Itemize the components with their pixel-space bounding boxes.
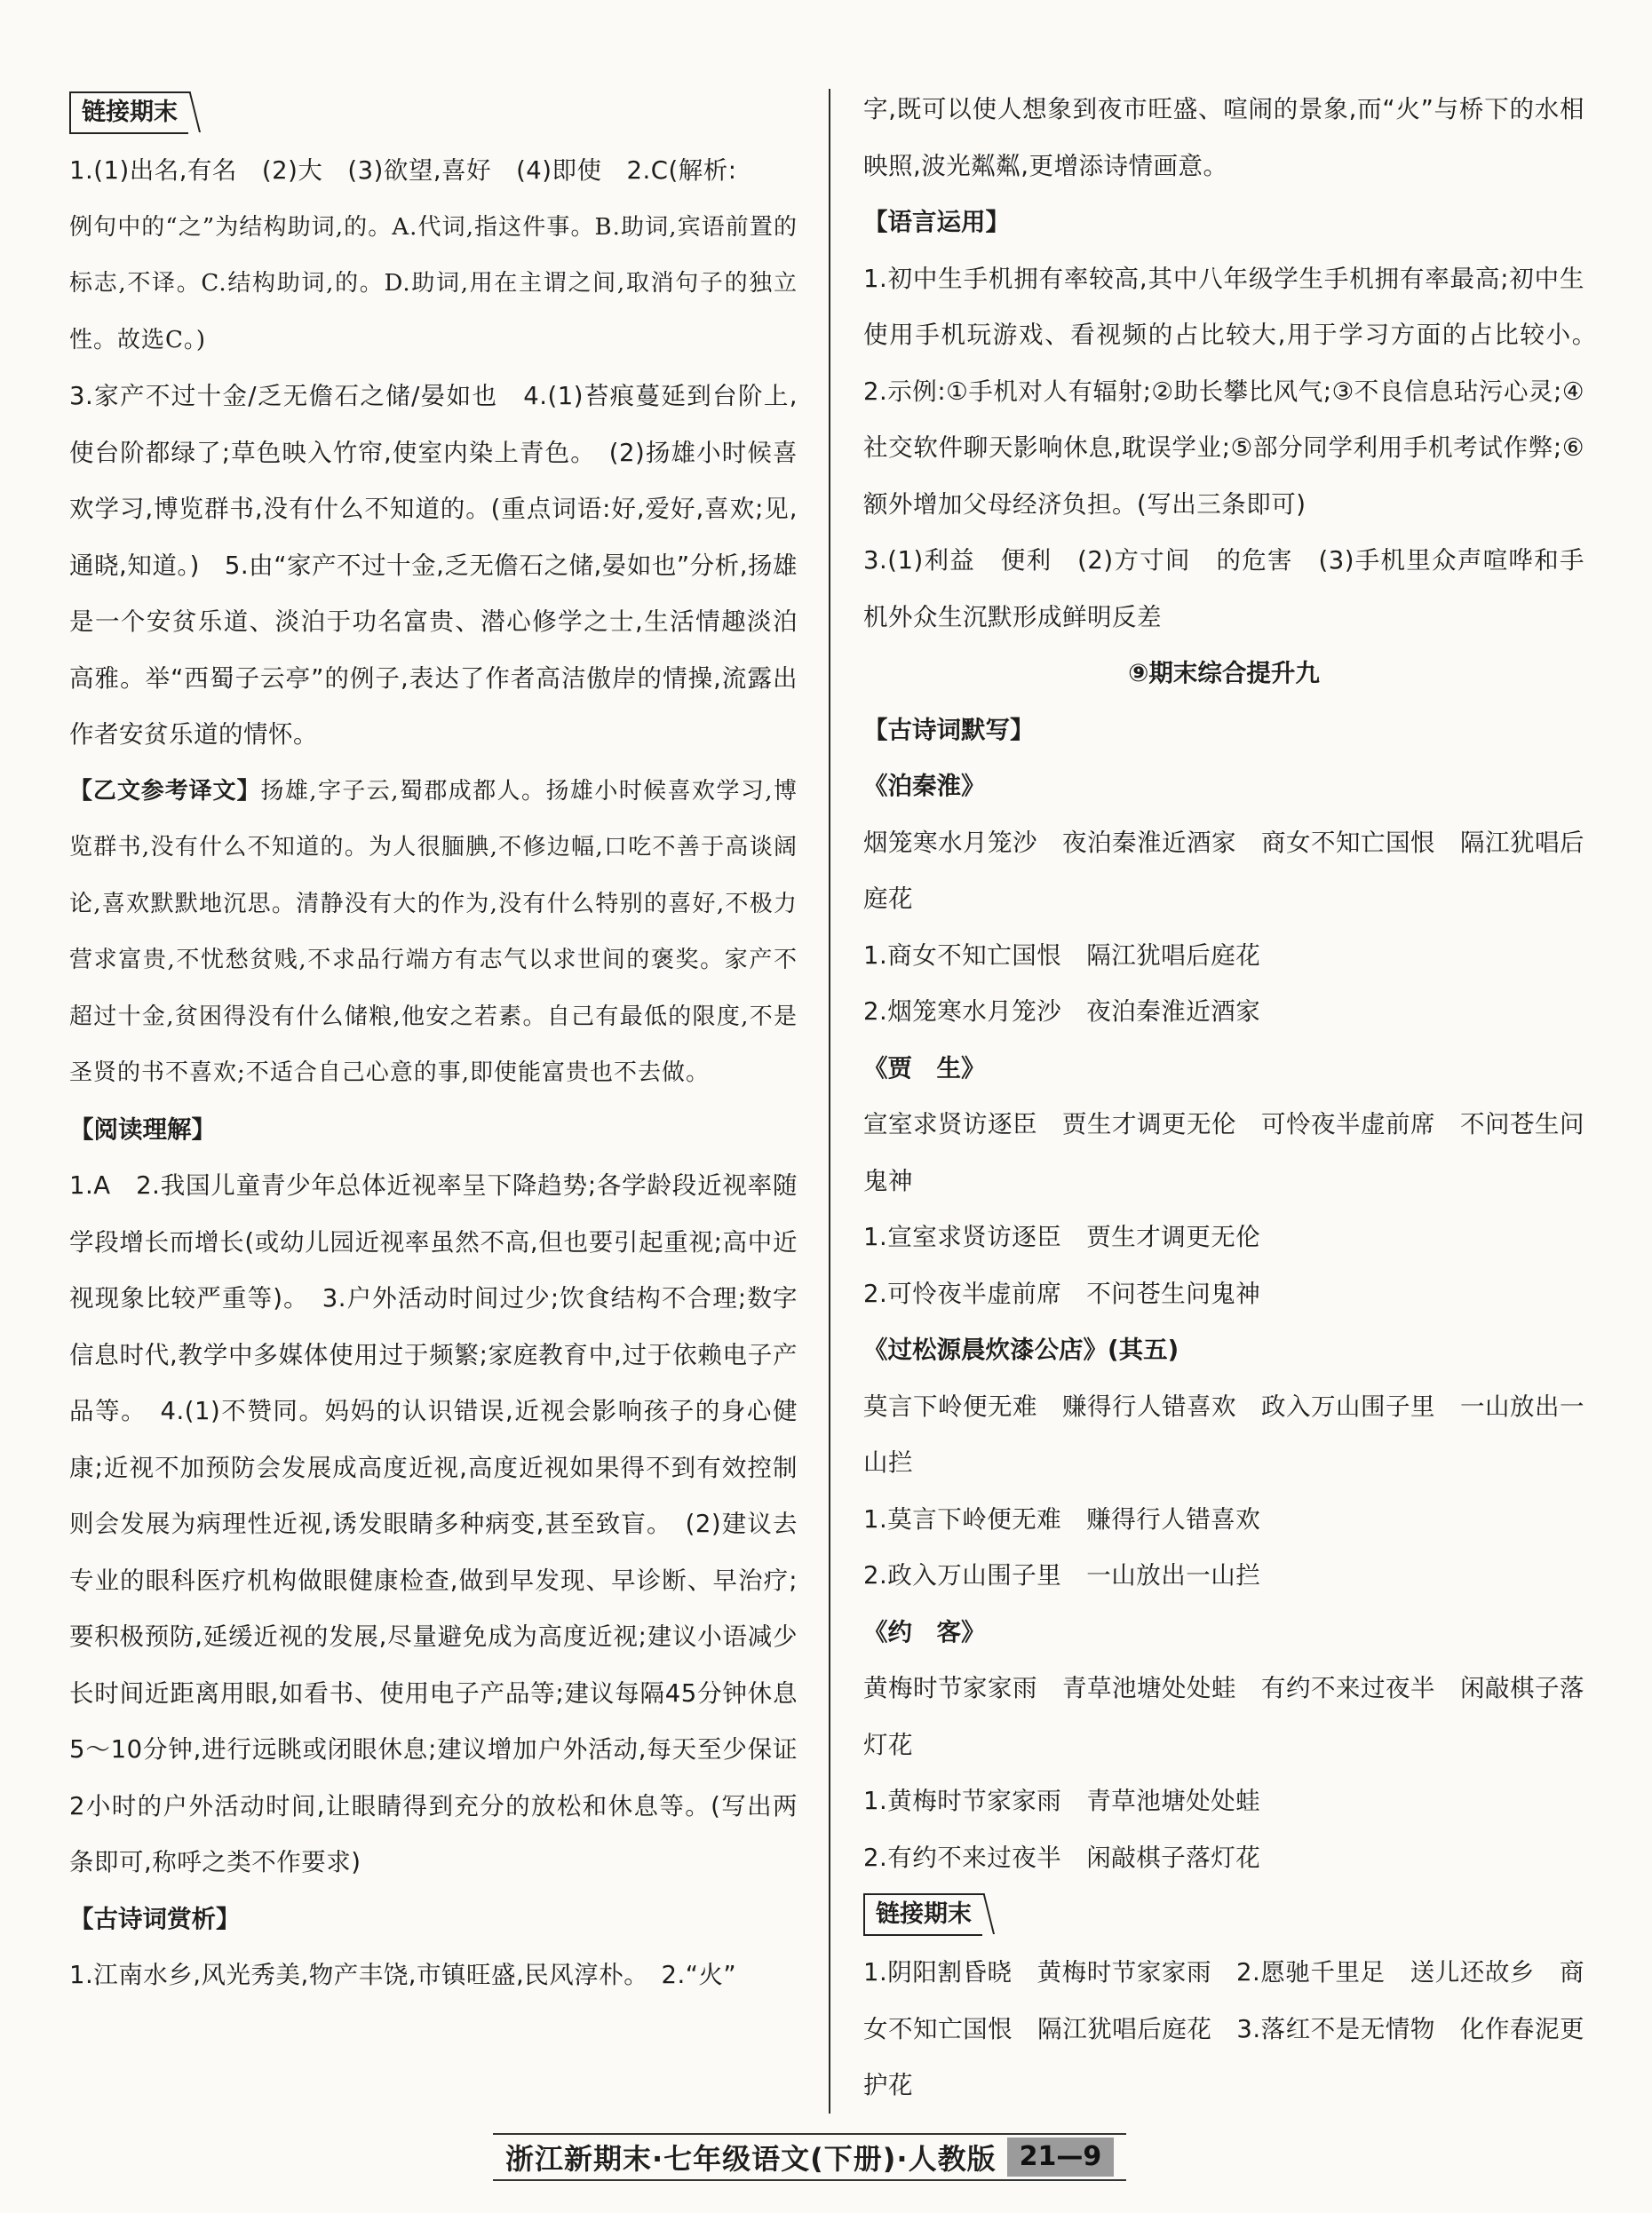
footer-book-title: 浙江新期末·七年级语文(下册)·人教版 [505,2142,997,2176]
poem-full: 黄梅时节家家雨 青草池塘处处蛙 有约不来过夜半 闲敲棋子落灯花 [863,1674,1584,1759]
poem-q2: 2.可怜夜半虚前席 不问苍生问鬼神 [863,1279,1261,1308]
right-column [863,82,1609,2114]
poem-q2: 2.政入万山围子里 一山放出一山拦 [863,1561,1261,1590]
poetry-appreciation-answers: 1.江南水乡,风光秀美,物产丰饶,市镇旺盛,民风淳朴。 2.“火” [69,1961,737,1989]
answer-paragraph-2: 3.家产不过十金/乏无儋石之储/晏如也 4.(1)苔痕蔓延到台阶上,使台阶都绿了;草色映入竹帘,使室内染上青色。 (2)扬雄小时候喜欢学习,博览群书,没有什么不知道的。(重点词语:好,爱好,喜欢;见,通晓,知道。) 5.由“家产不过十金,乏无儋石之储,晏如也”分析,扬雄是一个安贫乐道、淡泊于功名富贵、潜心修学之士,生活情趣淡泊高雅。举“西蜀子云亭”的例子,表达了作者高洁傲岸的情操,流露出作者安贫乐道的情怀。 [69,382,798,749]
poem-full: 莫言下岭便无难 赚得行人错喜欢 政入万山围子里 一山放出一山拦 [863,1392,1584,1477]
poem-q2: 2.烟笼寒水月笼沙 夜泊秦淮近酒家 [863,997,1261,1026]
poem-q1: 1.商女不知亡国恨 隔江犹唱后庭花 [863,940,1261,970]
poem-title: 《过松源晨炊漆公店》(其五) [863,1336,1179,1364]
poem-q1: 1.宣室求贤访逐臣 贾生才调更无伦 [863,1223,1261,1251]
page-number: 21—9 [1007,2138,1115,2177]
section-heading-dictation: 【古诗词默写】 [863,715,1035,744]
section-heading-reading: 【阅读理解】 [69,1114,216,1144]
unit-title: ⑨期末综合提升九 [1128,659,1320,687]
poem-full: 宣室求贤访逐臣 贾生才调更无伦 可怜夜半虚前席 不问苍生问鬼神 [863,1110,1584,1195]
column-divider [829,89,830,2114]
poem-title: 《贾 生》 [863,1053,986,1083]
translation-heading: 【乙文参考译文】 [69,777,261,805]
poem-title: 《约 客》 [863,1617,986,1646]
left-column [69,84,798,2004]
poem-title: 《泊秦淮》 [863,772,986,800]
section-heading-language: 【语言运用】 [863,208,1010,236]
poem-q2: 2.有约不来过夜半 闲敲棋子落灯花 [863,1843,1261,1872]
language-answers: 1.初中生手机拥有率较高,其中八年级学生手机拥有率最高;初中生使用手机玩游戏、看视频的占比较大,用于学习方面的占比较小。 2.示例:①手机对人有辐射;②助长攀比风气;③不良信息玷污心灵;④社交软件聊天影响休息,耽误学业;⑤部分同学利用手机考试作弊;⑥额外增加父母经济负担。(写出三条即可) [863,264,1609,519]
translation-text: 扬雄,字子云,蜀郡成都人。扬雄小时候喜欢学习,博览群书,没有什么不知道的。为人很腼腆,不修边幅,口吃不善于高谈阔论,喜欢默默地沉思。清静没有大的作为,没有什么特别的喜好,不极力营求富贵,不忧愁贫贱,不求品行端方有志气以求世间的褒奖。家产不超过十金,贫困得没有什么储粮,他安之若素。自己有最低的限度,不是圣贤的书不喜欢;不适合自己心意的事,即使能富贵也不去做。 [69,777,798,1086]
translation-paragraph [69,764,798,1102]
poem-q1: 1.莫言下岭便无难 赚得行人错喜欢 [863,1504,1261,1534]
link-final-answers: 1.阴阳割昏晓 黄梅时节家家雨 2.愿驰千里足 送儿还故乡 商女不知亡国恨 隔江犹唱后庭花 3.落红不是无情物 化作春泥更护花 [863,1958,1584,2099]
reading-answers: 1.A 2.我国儿童青少年总体近视率呈下降趋势;各学龄段近视率随学段增长而增长(或幼儿园近视率虽然不高,但也要引起重视;高中近视现象比较严重等)。 3.户外活动时间过少;饮食结构不合理;数字信息时代,教学中多媒体使用过于频繁;家庭教育中,过于依赖电子产品等。 4.(1)不赞同。妈妈的认识错误,近视会影响孩子的身心健康;近视不加预防会发展成高度近视,高度近视如果得不到有效控制则会发展为病理性近视,诱发眼睛多种病变,甚至致盲。 (2)建议去专业的眼科医疗机构做眼健康检查,做到早发现、早诊断、早治疗;要积极预防,延缓近视的发展,尽量避免成为高度近视;建议小语减少长时间近距离用眼,如看书、使用电子产品等;建议每隔45分钟休息5～10分钟,进行远眺或闭眼休息;建议增加户外活动,每天至少保证2小时的户外活动时间,让眼睛得到充分的放松和休息等。(写出两条即可,称呼之类不作要求) [69,1171,798,1876]
page-footer [493,2133,1126,2181]
answer-paragraph-1: 1.(1)出名,有名 (2)大 (3)欲望,喜好 (4)即使 2.C(解析: [69,156,737,185]
section-heading-poetry-appreciation: 【古诗词赏析】 [69,1904,241,1933]
section-heading-link-final-2: 链接期末 [863,1893,982,1936]
answer-analysis: 例句中的“之”为结构助词,的。A.代词,指这件事。B.助词,宾语前置的标志,不译。C.结构助词,的。D.助词,用在主谓之间,取消句子的独立性。故选C。) [69,213,798,353]
poem-q1: 1.黄梅时节家家雨 青草池塘处处蛙 [863,1787,1261,1815]
language-answer-3: 3.(1)利益 便利 (2)方寸间 的危害 (3)手机里众声喧哗和手机外众生沉默形成鲜明反差 [863,546,1584,631]
section-heading-link-final: 链接期末 [69,91,188,134]
poetry-continued: 字,既可以使人想象到夜市旺盛、喧闹的景象,而“火”与桥下的水相映照,波光粼粼,更增添诗情画意。 [863,95,1584,180]
poem-full: 烟笼寒水月笼沙 夜泊秦淮近酒家 商女不知亡国恨 隔江犹唱后庭花 [863,828,1584,913]
